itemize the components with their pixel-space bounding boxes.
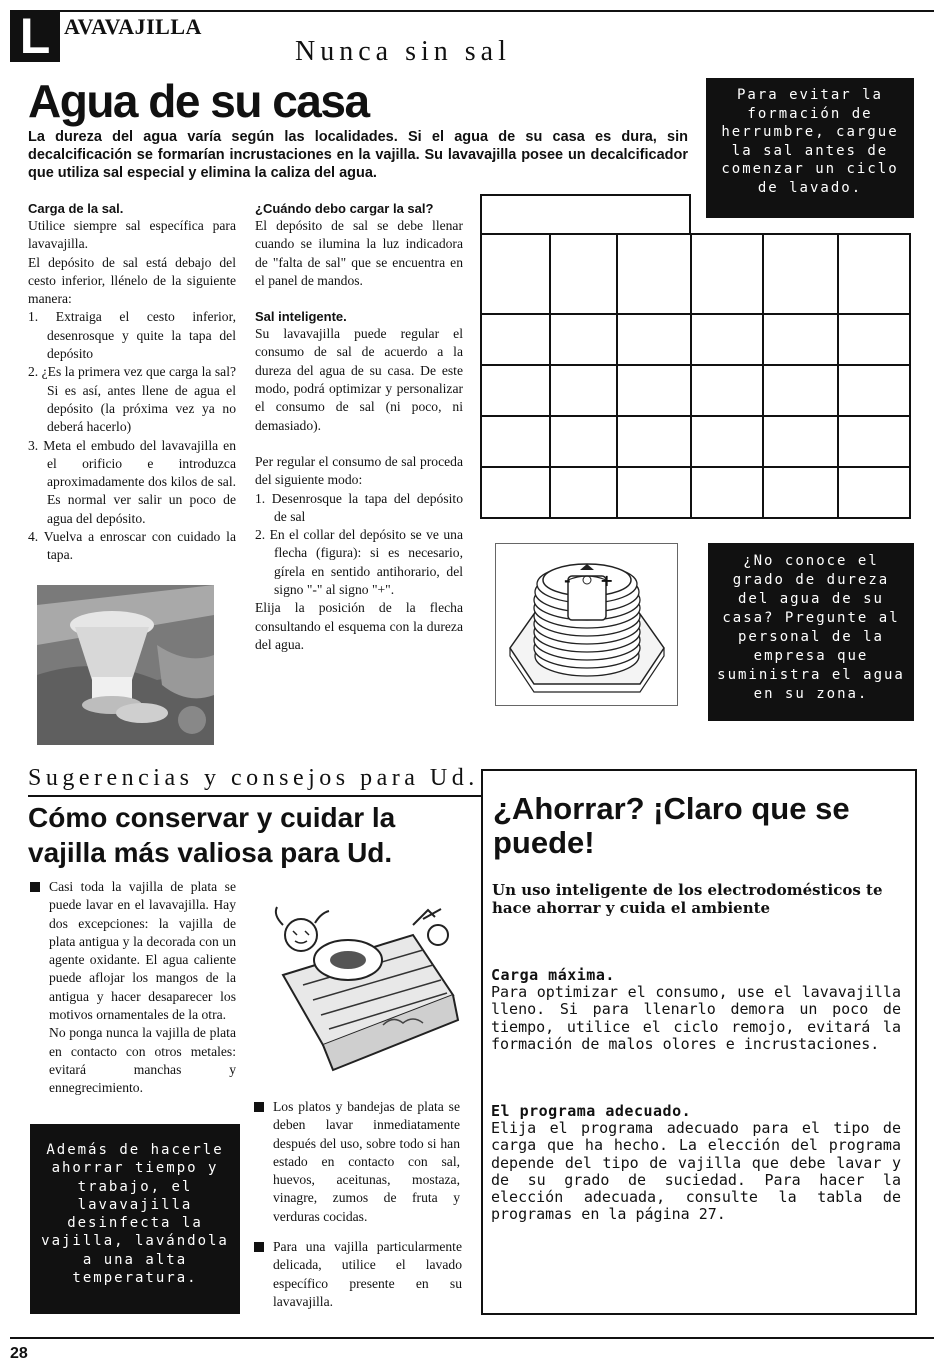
- steps-list: [28, 308, 236, 564]
- page-subtitle: Nunca sin sal: [295, 36, 511, 67]
- paragraph: No ponga nunca la vajilla de plata en contacto con otros metales: evitará manchas y ennegrecimiento.: [49, 1025, 236, 1096]
- saving-title: ¿Ahorrar? ¡Claro que se puede!: [493, 791, 850, 860]
- paragraph: El depósito de sal se debe llenar cuando se ilumina la luz indicadora de "falta de sal" que se encuentra en el panel de mandos.: [255, 218, 463, 288]
- bullet-square-icon: [30, 882, 40, 892]
- step-item: 2. En el collar del depósito se ve una flecha (figura): si es necesario, gírela en sentido antihorario, del signo "-" al signo "+".: [255, 527, 463, 598]
- salt-loading-column: [28, 200, 236, 565]
- salt-loading-heading: Carga de la sal.: [28, 201, 124, 216]
- paragraph: Para optimizar el consumo, use el lavavajilla lleno. Si para llenarlo demora un poco de tiempo, utilice el ciclo remojo, evitará la formación de malos olores e incrustaciones.: [491, 983, 901, 1053]
- step-item: 1. Desenrosque la tapa del depósito de sal: [255, 490, 463, 524]
- tips-section-title: Sugerencias y consejos para Ud.: [28, 765, 479, 791]
- salt-funnel-photo: [37, 585, 214, 745]
- full-load-heading: Carga máxima.: [491, 966, 615, 984]
- table-row: [481, 234, 910, 314]
- list-item: [30, 878, 236, 1098]
- silver-trays-tip: [254, 1098, 460, 1226]
- table-row: [481, 365, 910, 416]
- disinfection-note-box: Además de hacerle ahorrar tiempo y trabajo, el lavavajilla desinfecta la vajilla, lavándola a una alta temperatura.: [30, 1124, 240, 1314]
- step-item: 3. Meta el embudo del lavavajilla en el orificio e introduzca aproximadamente dos kilos de sal. Es normal ver salir un poco de agua del depósito.: [28, 437, 236, 526]
- paragraph: El depósito de sal está debajo del cesto inferior, llénelo de la siguiente manera:: [28, 254, 236, 307]
- paragraph: Elija el programa adecuado para el tipo de carga que ha hecho. La elección del programa depende del tipo de vajilla que debe lavar y de su grado de suciedad. Para hacer la elección adecuada, consulte la tabla de programas en la página 27.: [491, 1119, 901, 1224]
- list-item: [254, 1098, 460, 1226]
- silverware-tip: [30, 878, 236, 1098]
- paragraph: Per regular el consumo de sal proceda del siguiente modo:: [255, 453, 463, 488]
- paragraph: Los platos y bandejas de plata se deben lavar inmediatamente después del uso, sobre todo si han estado en contacto con sal, huevos, aceitunas, mostaza, vinagre, zumos de fruta y verduras cocidas.: [273, 1099, 460, 1224]
- steps-list: [255, 490, 463, 600]
- table-row: [481, 416, 910, 467]
- paragraph: Para una vajilla particularmente delicada, utilice el lavado específico presente en su lavavajilla.: [273, 1239, 462, 1309]
- saving-subtitle: Un uso inteligente de los electrodomésticos te hace ahorrar y cuida el ambiente: [492, 881, 883, 917]
- rust-warning-box: Para evitar la formación de herrumbre, cargue la sal antes de comenzar un ciclo de lavado.: [706, 78, 914, 218]
- bullet-square-icon: [254, 1242, 264, 1252]
- water-hardness-note-box: ¿No conoce el grado de dureza del agua de su casa? Pregunte al personal de la empresa que suministra el agua en su zona.: [708, 543, 914, 721]
- table-row: [481, 467, 910, 518]
- care-heading: Cómo conservar y cuidar la vajilla más valiosa para Ud.: [28, 802, 396, 868]
- section-name: AVAVAJILLA: [64, 14, 202, 39]
- smart-salt-heading: Sal inteligente.: [255, 309, 347, 325]
- paragraph: Casi toda la vajilla de plata se puede lavar en el lavavajilla. Hay dos excepciones: la vajilla de plata antigua y la decorada con un agente oxidante. El agua caliente puede aflojar los mangos de la antigua y hacer desaparecer los motivos ornamentales de la otra.: [49, 879, 236, 1023]
- water-hardness-table: [480, 233, 911, 519]
- delicate-wash-tip: [254, 1238, 462, 1311]
- table-header-cell: [480, 194, 691, 235]
- step-item: 4. Vuelva a enroscar con cuidado la tapa.: [28, 529, 236, 563]
- paragraph: Utilice siempre sal específica para lavavajilla.: [28, 218, 236, 252]
- section-letter-badge: L: [10, 10, 60, 62]
- intro-paragraph: La dureza del agua varía según las localidades. Si el agua de su casa es dura, sin decalcificación se formarían incrustaciones en la vajilla. Su lavavajilla posee un decalcificador que utiliza sal especial y elimina la caliza del agua.: [28, 129, 688, 181]
- table-row: [481, 314, 910, 365]
- when-to-load-column: [255, 200, 463, 654]
- paragraph: Su lavavajilla puede regular el consumo de sal de acuerdo a la dureza del agua de su casa. De este modo, podrá optimizar y personalizar el consumo de sal (ni poco, ni demasiado).: [255, 326, 463, 433]
- dishwasher-cartoon-illustration: [263, 905, 463, 1080]
- header-rule: [60, 10, 934, 12]
- list-item: [254, 1238, 462, 1311]
- step-item: 2. ¿Es la primera vez que carga la sal? Si es así, antes llene de agua el depósito (la próxima vez ya no deberá hacerlo): [28, 364, 236, 435]
- when-to-load-heading: ¿Cuándo debo cargar la sal?: [255, 201, 434, 216]
- page-number: 28: [10, 1345, 28, 1362]
- diagram-minus-sign: -: [564, 571, 571, 590]
- program-heading: El programa adecuado.: [491, 1102, 692, 1120]
- full-load-section: [491, 967, 901, 1053]
- paragraph: Elija la posición de la flecha consultando el esquema con la dureza del agua.: [255, 600, 463, 652]
- tips-rule: [28, 795, 481, 797]
- salt-cap-diagram: [495, 543, 678, 706]
- step-item: 1. Extraiga el cesto inferior, desenrosque y quite la tapa del depósito: [28, 309, 236, 362]
- footer-rule: [10, 1337, 934, 1339]
- bullet-square-icon: [254, 1102, 264, 1112]
- diagram-plus-sign: +: [600, 571, 614, 590]
- page-title: Agua de su casa: [28, 75, 369, 127]
- program-section: [491, 1103, 901, 1223]
